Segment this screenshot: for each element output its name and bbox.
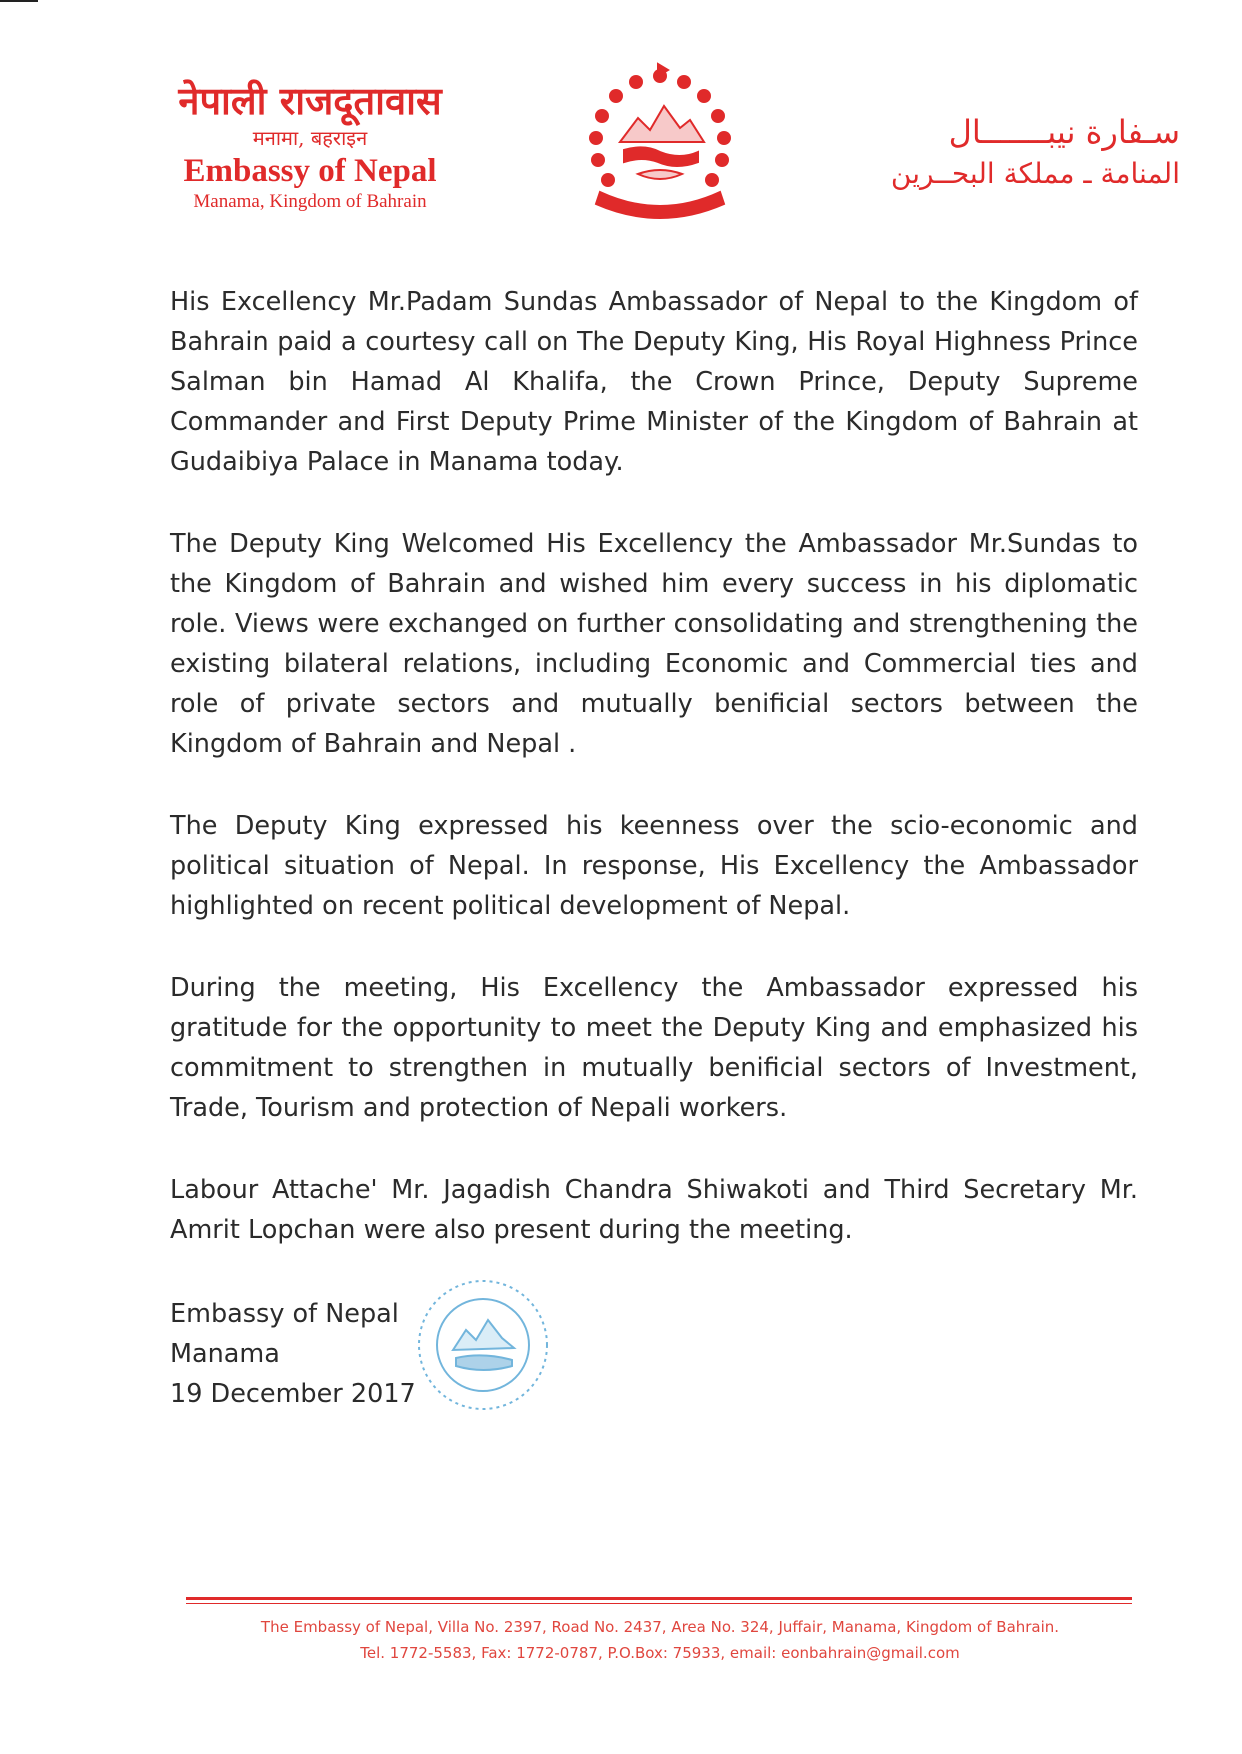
footer-rule-thin bbox=[186, 1603, 1132, 1604]
embassy-stamp-icon bbox=[408, 1270, 558, 1420]
nepal-emblem-icon bbox=[580, 62, 740, 222]
footer-contact: Tel. 1772-5583, Fax: 1772-0787, P.O.Box: 75933, email: eonbahrain@gmail.com bbox=[360, 1644, 960, 1662]
paragraph: His Excellency Mr.Padam Sundas Ambassador of Nepal to the Kingdom of Bahrain paid a courtesy call on The Deputy King, His Royal Highness Prince Salman bin Hamad Al Khalifa, the Crown Prince, Deputy Supreme Commander and First Deputy Prime Minister of the Kingdom of Bahrain at Gudaibiya Palace in Manama today. bbox=[170, 287, 1138, 477]
english-title: Embassy of Nepal bbox=[183, 153, 437, 189]
nepali-city: मनामा, बहराइन bbox=[252, 126, 368, 150]
footer-address: The Embassy of Nepal, Villa No. 2397, Road No. 2437, Area No. 324, Juffair, Manama, Kingdom of Bahrain. bbox=[260, 1618, 1060, 1636]
paragraph: The Deputy King Welcomed His Excellency the Ambassador Mr.Sundas to the Kingdom of Bahrain and wished him every success in his diplomatic role. Views were exchanged on further consolidating and strengthening the existing bilateral relations, including Economic and Commercial ties and role of private sectors and mutually benificial sectors between the Kingdom of Bahrain and Nepal . bbox=[170, 529, 1138, 759]
signature-block bbox=[170, 1294, 416, 1414]
footer-rule bbox=[186, 1597, 1132, 1600]
letterhead-right bbox=[830, 110, 1180, 194]
arabic-title: سـفارة نيبـــــــال bbox=[948, 113, 1180, 151]
press-release-body bbox=[170, 282, 1138, 1250]
scan-corner-mark bbox=[0, 0, 38, 2]
nepali-title: नेपाली राजदूतावास bbox=[178, 78, 442, 123]
letterhead-left bbox=[150, 78, 470, 214]
signature-org: Embassy of Nepal bbox=[170, 1299, 399, 1329]
paragraph: Labour Attache' Mr. Jagadish Chandra Shiwakoti and Third Secretary Mr. Amrit Lopchan were also present during the meeting. bbox=[170, 1175, 1138, 1245]
footer bbox=[150, 1614, 1170, 1666]
paragraph: The Deputy King expressed his keenness over the scio-economic and political situation of Nepal. In response, His Excellency the Ambassador highlighted on recent political development of Nepal. bbox=[170, 811, 1138, 921]
arabic-subtitle: المنامة ـ مملكة البحــرين bbox=[890, 157, 1180, 190]
signature-city: Manama bbox=[170, 1339, 280, 1369]
paragraph: During the meeting, His Excellency the Ambassador expressed his gratitude for the opportunity to meet the Deputy King and emphasized his commitment to strengthen in mutually benificial sectors of Investment, Trade, Tourism and protection of Nepali workers. bbox=[170, 973, 1138, 1123]
signature-date: 19 December 2017 bbox=[170, 1379, 416, 1409]
english-subtitle: Manama, Kingdom of Bahrain bbox=[193, 191, 427, 212]
